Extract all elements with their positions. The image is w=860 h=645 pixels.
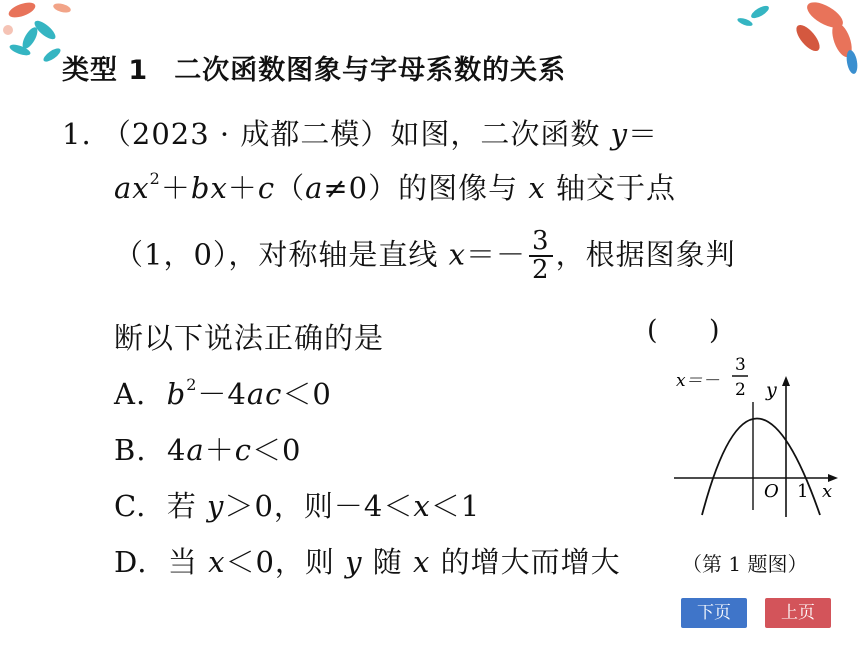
- answer-bracket: ( ): [647, 315, 720, 346]
- symmetry-frac-num: 3: [735, 355, 746, 375]
- symmetry-label: x＝－: [676, 371, 720, 391]
- question-number: 1.: [62, 117, 92, 151]
- option-b[interactable]: B. 4a＋c＜0: [114, 433, 302, 467]
- leaf-decoration-right-icon: [730, 0, 860, 85]
- origin-label: O: [764, 481, 779, 502]
- next-page-button[interactable]: 下页: [681, 598, 747, 628]
- parabola-figure: [672, 352, 842, 522]
- question-line-2: $ax^2+bx+c(a\ne 0)$的图像与 x 轴交于点: [114, 169, 676, 205]
- question-line-3: （1，0），对称轴是直线 x＝－ $\frac{3}{2}$ ，根据图象判: [114, 226, 736, 286]
- symmetry-frac-den: 2: [735, 380, 746, 400]
- type-label: 类型 1: [62, 55, 149, 86]
- option-c[interactable]: C. 若 y＞0，则－4＜x＜1: [114, 489, 481, 523]
- question-line-1: 1. （2023 · 成都二模）如图，二次函数 y＝: [62, 117, 658, 151]
- figure-caption: （第 1 题图）: [682, 552, 808, 576]
- prev-page-button[interactable]: 上页: [765, 598, 831, 628]
- question-line-4: 断以下说法正确的是: [114, 321, 385, 355]
- section-heading: [62, 48, 566, 87]
- question-source: （2023 · 成都二模）: [101, 117, 391, 151]
- option-a[interactable]: A. $b^2-4ac<0$: [114, 375, 332, 411]
- option-d[interactable]: D. 当 x＜0，则 y 随 x 的增大而增大: [114, 545, 621, 579]
- heading-title: 二次函数图象与字母系数的关系: [174, 55, 567, 86]
- y-axis-label: y: [766, 379, 777, 401]
- fraction-three-halves: $\frac{3}{2}$: [529, 228, 553, 285]
- one-label: 1: [797, 481, 809, 502]
- y-axis-arrow-icon: [782, 376, 790, 386]
- x-axis-label: x: [822, 481, 833, 502]
